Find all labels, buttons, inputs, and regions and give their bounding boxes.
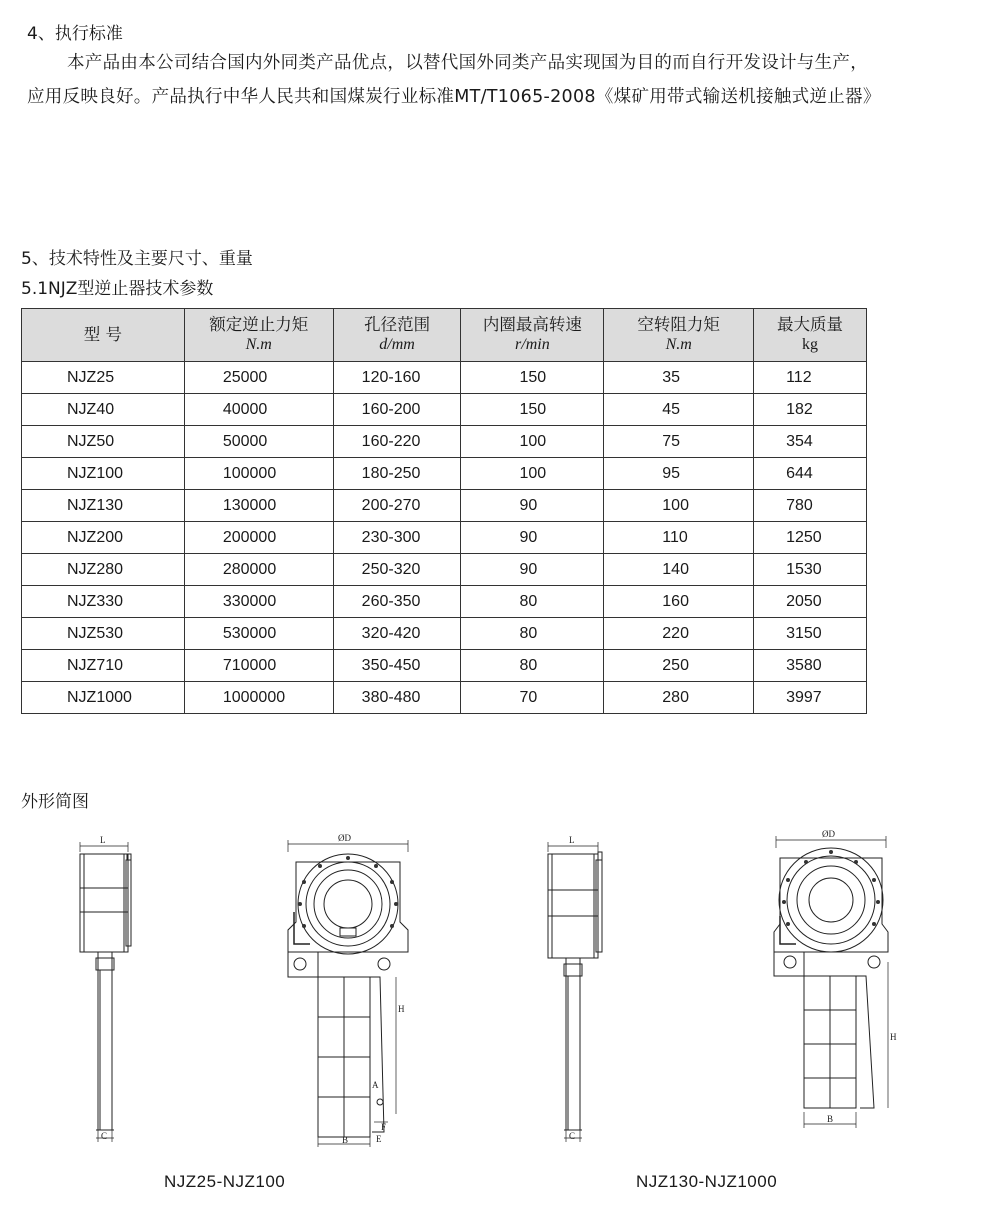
table-cell: 3150 xyxy=(754,618,867,650)
table-cell: 354 xyxy=(754,426,867,458)
table-cell: 200000 xyxy=(184,522,333,554)
section-4-heading: 4、执行标准 xyxy=(27,24,123,44)
table-cell: 3580 xyxy=(754,650,867,682)
table-cell: 320-420 xyxy=(333,618,461,650)
table-cell: NJZ330 xyxy=(22,586,185,618)
table-cell: NJZ40 xyxy=(22,394,185,426)
table-cell: 80 xyxy=(461,586,604,618)
header-label: 空转阻力矩 xyxy=(637,315,720,334)
table-cell: 50000 xyxy=(184,426,333,458)
table-cell: 100000 xyxy=(184,458,333,490)
table-cell: 644 xyxy=(754,458,867,490)
table-row xyxy=(22,522,867,554)
dim-label-C: C xyxy=(101,1131,108,1141)
front-view-large-drawing xyxy=(770,828,900,1144)
table-cell: 150 xyxy=(461,362,604,394)
table-cell: NJZ50 xyxy=(22,426,185,458)
table-header-cell xyxy=(333,309,461,362)
table-cell: 3997 xyxy=(754,682,867,714)
table-cell: 40000 xyxy=(184,394,333,426)
table-cell: NJZ710 xyxy=(22,650,185,682)
table-row xyxy=(22,362,867,394)
side-view-large-drawing xyxy=(540,830,620,1150)
table-cell: 140 xyxy=(604,554,754,586)
table-cell: 280000 xyxy=(184,554,333,586)
table-cell: 112 xyxy=(754,362,867,394)
table-row xyxy=(22,490,867,522)
table-cell: NJZ280 xyxy=(22,554,185,586)
table-title: 5.1NJZ型逆止器技术参数 xyxy=(21,279,214,299)
table-row xyxy=(22,426,867,458)
table-cell: 80 xyxy=(461,618,604,650)
table-row xyxy=(22,650,867,682)
header-label: 额定逆止力矩 xyxy=(209,315,309,334)
table-row xyxy=(22,458,867,490)
standard-paragraph-line-1: 本产品由本公司结合国内外同类产品优点，以替代国外同类产品实现国为目的而自行开发设计与生产， xyxy=(67,53,868,73)
table-cell: 160-220 xyxy=(333,426,461,458)
dim-label-E: E xyxy=(376,1134,382,1144)
table-cell: 160 xyxy=(604,586,754,618)
table-header-cell xyxy=(754,309,867,362)
dim-label-A: A xyxy=(372,1080,379,1090)
table-row xyxy=(22,394,867,426)
header-unit: N.m xyxy=(245,336,272,353)
standard-paragraph-line-2: 应用反映良好。产品执行中华人民共和国煤炭行业标准MT/T1065-2008《煤矿用带式输送机接触式逆止器》 xyxy=(27,87,881,107)
table-cell: 220 xyxy=(604,618,754,650)
table-header-cell xyxy=(184,309,333,362)
table-cell: NJZ130 xyxy=(22,490,185,522)
header-label: 型 号 xyxy=(83,325,123,344)
header-unit: N.m xyxy=(665,336,692,353)
table-header-cell xyxy=(22,309,185,362)
table-cell: NJZ200 xyxy=(22,522,185,554)
dim-label-L-2: L xyxy=(569,835,575,845)
table-cell: NJZ530 xyxy=(22,618,185,650)
table-cell: 150 xyxy=(461,394,604,426)
table-cell: 2050 xyxy=(754,586,867,618)
dim-label-B-2: B xyxy=(827,1114,834,1124)
table-cell: 35 xyxy=(604,362,754,394)
dim-label-H-2: H xyxy=(890,1032,897,1042)
side-view-small-drawing xyxy=(70,830,150,1150)
table-cell: 90 xyxy=(461,522,604,554)
table-cell: 380-480 xyxy=(333,682,461,714)
table-cell: NJZ1000 xyxy=(22,682,185,714)
table-cell: 280 xyxy=(604,682,754,714)
table-cell: 1250 xyxy=(754,522,867,554)
table-cell: 25000 xyxy=(184,362,333,394)
table-cell: 1530 xyxy=(754,554,867,586)
table-cell: 250 xyxy=(604,650,754,682)
caption-large-models: NJZ130-NJZ1000 xyxy=(636,1172,778,1191)
table-cell: 95 xyxy=(604,458,754,490)
table-cell: 90 xyxy=(461,554,604,586)
table-body xyxy=(22,362,867,714)
table-cell: 90 xyxy=(461,490,604,522)
table-cell: NJZ25 xyxy=(22,362,185,394)
header-unit: r/min xyxy=(515,336,550,353)
caption-small-models: NJZ25-NJZ100 xyxy=(164,1172,286,1191)
table-cell: 80 xyxy=(461,650,604,682)
table-cell: 350-450 xyxy=(333,650,461,682)
dim-label-H: H xyxy=(398,1004,405,1014)
table-cell: 120-160 xyxy=(333,362,461,394)
header-label: 孔径范围 xyxy=(364,315,431,334)
header-unit: kg xyxy=(802,336,819,353)
table-cell: 230-300 xyxy=(333,522,461,554)
table-cell: 100 xyxy=(461,426,604,458)
table-cell: 180-250 xyxy=(333,458,461,490)
outline-heading: 外形简图 xyxy=(21,792,89,812)
header-unit: d/mm xyxy=(379,336,415,353)
dim-label-D-2: ØD xyxy=(822,829,835,839)
table-cell: 100 xyxy=(461,458,604,490)
table-row xyxy=(22,618,867,650)
table-cell: 260-350 xyxy=(333,586,461,618)
table-row xyxy=(22,682,867,714)
table-cell: 530000 xyxy=(184,618,333,650)
dim-label-D: ØD xyxy=(338,833,351,843)
table-row xyxy=(22,554,867,586)
table-cell: 330000 xyxy=(184,586,333,618)
table-header-row xyxy=(22,309,867,362)
dim-label-C-2: C xyxy=(569,1131,576,1141)
table-cell: 1000000 xyxy=(184,682,333,714)
table-cell: 160-200 xyxy=(333,394,461,426)
header-label: 最大质量 xyxy=(777,315,844,334)
table-cell: 780 xyxy=(754,490,867,522)
table-cell: 45 xyxy=(604,394,754,426)
table-cell: 710000 xyxy=(184,650,333,682)
spec-table xyxy=(21,308,867,714)
dim-label-F: F xyxy=(381,1122,387,1132)
front-view-small-drawing xyxy=(280,832,420,1152)
table-cell: 100 xyxy=(604,490,754,522)
table-row xyxy=(22,586,867,618)
table-cell: 200-270 xyxy=(333,490,461,522)
table-cell: 110 xyxy=(604,522,754,554)
table-cell: 250-320 xyxy=(333,554,461,586)
table-cell: 70 xyxy=(461,682,604,714)
section-5-heading: 5、技术特性及主要尺寸、重量 xyxy=(21,249,253,269)
table-header-cell xyxy=(604,309,754,362)
dim-label-L: L xyxy=(100,835,106,845)
table-cell: 182 xyxy=(754,394,867,426)
dim-label-B: B xyxy=(342,1135,349,1145)
table-cell: 75 xyxy=(604,426,754,458)
header-label: 内圈最高转速 xyxy=(482,315,582,334)
table-cell: NJZ100 xyxy=(22,458,185,490)
table-header-cell xyxy=(461,309,604,362)
table-cell: 130000 xyxy=(184,490,333,522)
